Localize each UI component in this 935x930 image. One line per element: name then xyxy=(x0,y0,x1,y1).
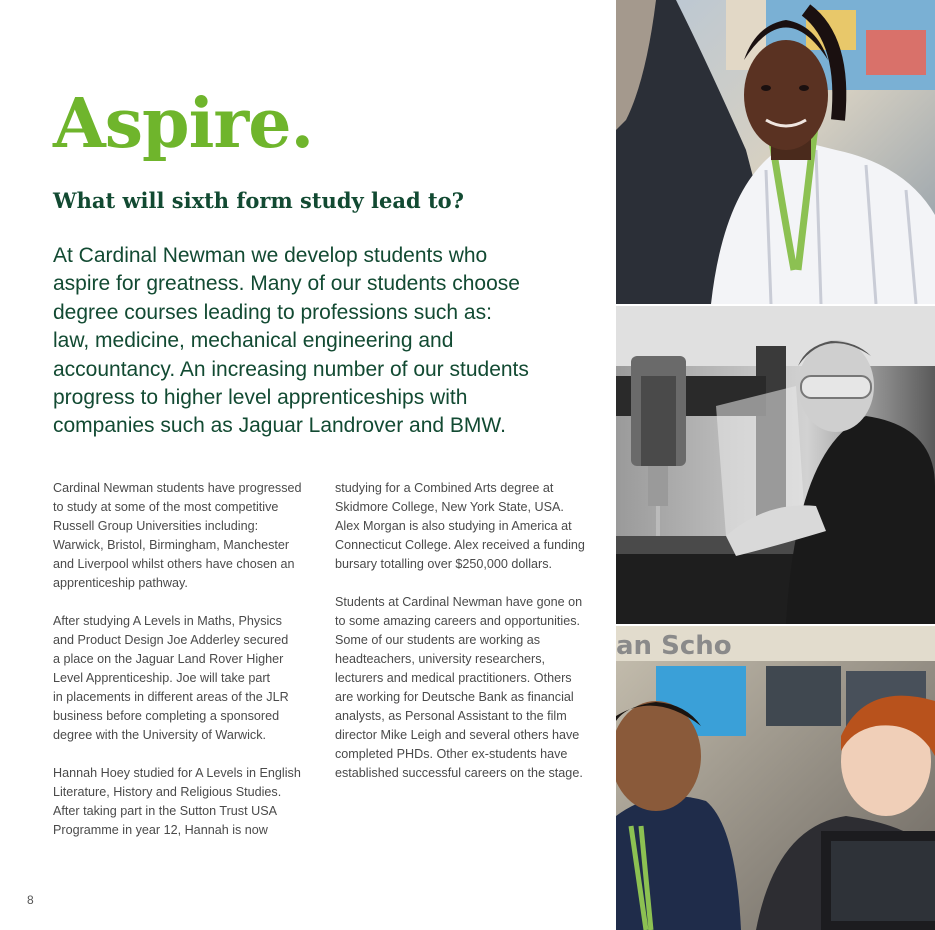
paragraph-joe-adderley xyxy=(53,612,313,745)
body-line: completed PHDs. Other ex-students have xyxy=(335,747,568,761)
students-at-computer-photo xyxy=(616,626,935,930)
body-line: Hannah Hoey studied for A Levels in English xyxy=(53,766,301,780)
body-line: director Mike Leigh and several others have xyxy=(335,728,580,742)
student-smiling-photo xyxy=(616,0,935,304)
body-line: and Liverpool whilst others have chosen an xyxy=(53,557,295,571)
body-line: analysts, as Personal Assistant to the film xyxy=(335,709,567,723)
body-line: business before completing a sponsored xyxy=(53,709,280,723)
paragraph-universities xyxy=(53,479,313,593)
body-line: lecturers and medical practitioners. Others xyxy=(335,671,572,685)
paragraph-usa-colleges xyxy=(335,479,595,574)
body-line: Some of our students are working as xyxy=(335,633,541,647)
body-line: After studying A Levels in Maths, Physics xyxy=(53,614,282,628)
body-line: and Product Design Joe Adderley secured xyxy=(53,633,289,647)
body-line: a place on the Jaguar Land Rover Higher xyxy=(53,652,284,666)
page-subtitle: What will sixth form study lead to? xyxy=(53,188,464,213)
body-line: to some amazing careers and opportunities. xyxy=(335,614,581,628)
body-line: After taking part in the Sutton Trust USA xyxy=(53,804,277,818)
body-line: Connecticut College. Alex received a funding xyxy=(335,538,585,552)
lead-line: aspire for greatness. Many of our students choose xyxy=(53,272,520,296)
body-line: are working for Deutsche Bank as financial xyxy=(335,690,574,704)
body-line: apprenticeship pathway. xyxy=(53,576,188,590)
body-column-2 xyxy=(335,479,595,802)
lead-line: companies such as Jaguar Landrover and BMW. xyxy=(53,414,506,438)
body-line: studying for a Combined Arts degree at xyxy=(335,481,554,495)
body-line: headteachers, university researchers, xyxy=(335,652,545,666)
lead-paragraph xyxy=(53,242,583,441)
body-line: Literature, History and Religious Studies. xyxy=(53,785,282,799)
body-line: Skidmore College, New York State, USA. xyxy=(335,500,564,514)
body-line: established successful careers on the stage. xyxy=(335,766,583,780)
lead-line: At Cardinal Newman we develop students who xyxy=(53,244,488,267)
body-line: Cardinal Newman students have progressed xyxy=(53,481,302,495)
body-line: to study at some of the most competitive xyxy=(53,500,279,514)
body-column-1 xyxy=(53,479,313,859)
body-line: Students at Cardinal Newman have gone on xyxy=(335,595,583,609)
paragraph-careers xyxy=(335,593,595,783)
body-line: Russell Group Universities including: xyxy=(53,519,259,533)
page-number: 8 xyxy=(27,893,34,907)
body-line: Alex Morgan is also studying in America at xyxy=(335,519,572,533)
body-line: Level Apprenticeship. Joe will take part xyxy=(53,671,271,685)
body-line: degree with the University of Warwick. xyxy=(53,728,266,742)
body-line: Warwick, Bristol, Birmingham, Manchester xyxy=(53,538,290,552)
page-title: Aspire. xyxy=(53,84,314,164)
paragraph-hannah-hoey xyxy=(53,764,313,840)
body-line: bursary totalling over $250,000 dollars. xyxy=(335,557,553,571)
lead-line: degree courses leading to professions such as: xyxy=(53,300,492,324)
student-using-drill-press-photo xyxy=(616,306,935,624)
body-line: in placements in different areas of the JLR xyxy=(53,690,289,704)
lead-line: law, medicine, mechanical engineering and xyxy=(53,329,454,353)
body-line: Programme in year 12, Hannah is now xyxy=(53,823,268,837)
lead-line: progress to higher level apprenticeships with xyxy=(53,386,468,410)
lead-line: accountancy. An increasing number of our students xyxy=(53,357,529,381)
wall-sign-text: an Scho xyxy=(616,631,732,661)
